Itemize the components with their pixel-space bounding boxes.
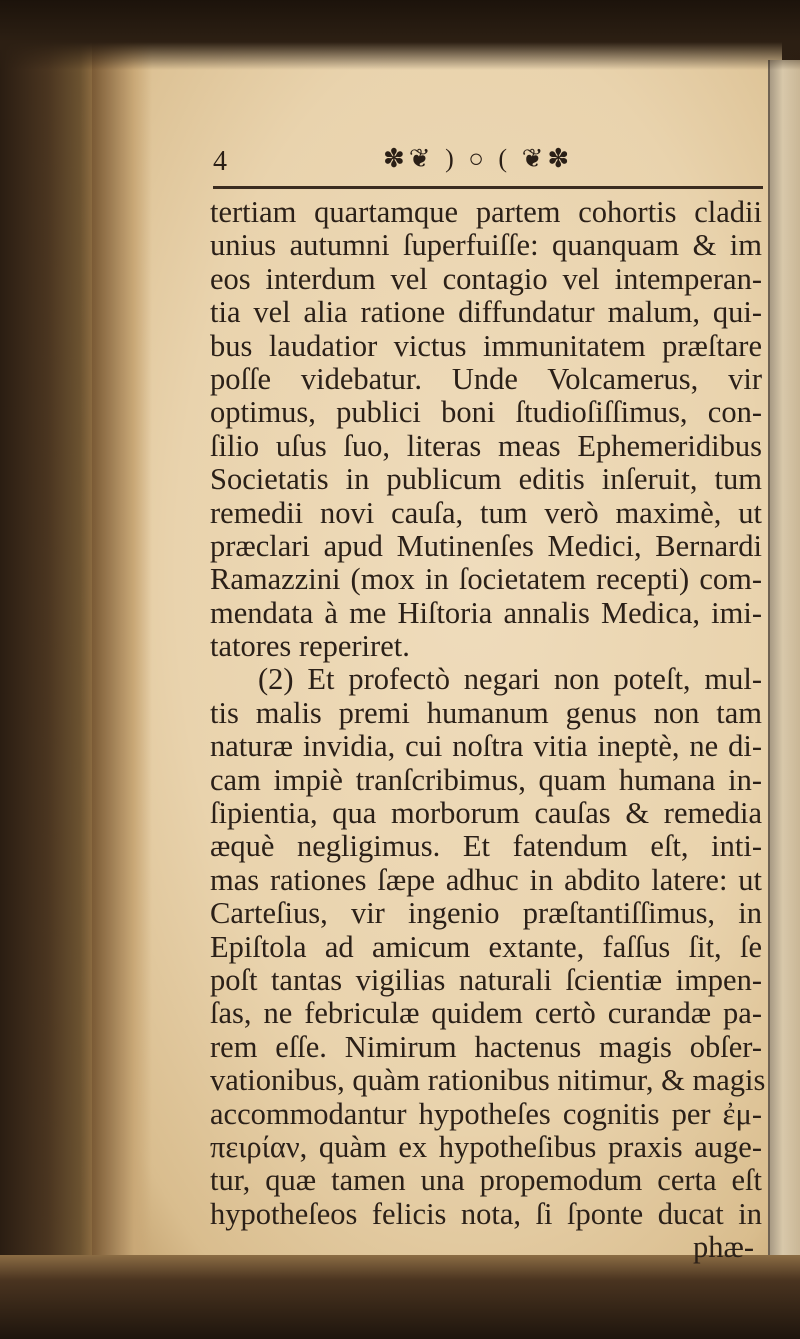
facing-page-edge xyxy=(768,60,800,1270)
text-line: naturæ invidia, cui noſtra vitia ineptè, ne di- xyxy=(210,729,762,764)
text-line: tatores reperiret. xyxy=(210,629,410,664)
text-line: bus laudatior victus immunitatem præſtare xyxy=(210,328,762,363)
text-line: unius autumni ſuperfuiſſe: quanquam & im xyxy=(210,228,762,263)
text-line: Carteſius, vir ingenio præſtantiſſimus, in xyxy=(210,896,762,931)
header-ornament: ✽❦ ) ○ ( ❦✽ xyxy=(383,144,574,173)
text-line: mas rationes ſæpe adhuc in abdito latere: ut xyxy=(210,862,762,897)
running-header xyxy=(213,140,763,180)
text-line: ſas, ne febriculæ quidem certò curandæ pa- xyxy=(210,996,762,1031)
text-line: accommodantur hypotheſes cognitis per ἐμ- xyxy=(210,1096,762,1131)
text-line: optimus, publici boni ſtudioſiſſimus, con- xyxy=(210,395,762,430)
body-text xyxy=(210,195,766,1265)
text-line: Ramazzini (mox in ſocietatem recepti) com- xyxy=(210,562,762,597)
text-line: tur, quæ tamen una propemodum certa eſt xyxy=(210,1163,762,1198)
text-line: eos interdum vel contagio vel intemperan- xyxy=(210,261,762,296)
text-line: vationibus, quàm rationibus nitimur, & magis xyxy=(210,1063,766,1098)
header-rule xyxy=(213,186,763,189)
catchword: phæ- xyxy=(693,1230,754,1265)
text-line: Societatis in publicum editis inſeruit, tum xyxy=(210,462,762,497)
text-line: hypotheſeos felicis nota, ſi ſponte ducat in xyxy=(210,1196,762,1231)
text-line: tertiam quartamque partem cohortis cladii xyxy=(210,195,762,229)
text-line: rem eſſe. Nimirum hactenus magis obſer- xyxy=(210,1029,762,1064)
text-line: poſt tantas vigilias naturali ſcientiæ impen- xyxy=(210,962,762,997)
text-line: æquè negligimus. Et fatendum eſt, inti- xyxy=(210,829,762,864)
text-line: Epiſtola ad amicum extante, faſſus ſit, ſe xyxy=(210,929,762,964)
text-line: (2) Et profectò negari non poteſt, mul- xyxy=(258,662,762,697)
text-line: remedii novi cauſa, tum verò maximè, ut xyxy=(210,495,762,530)
text-line: πειρίαν, quàm ex hypotheſibus praxis auge- xyxy=(210,1129,762,1164)
text-line: ſipientia, qua morborum cauſas & remedia xyxy=(210,796,762,831)
text-line: tis malis premi humanum genus non tam xyxy=(210,695,762,730)
scan-background-top xyxy=(0,0,800,70)
text-line: mendata à me Hiſtoria annalis Medica, imi- xyxy=(210,595,762,630)
text-line: præclari apud Mutinenſes Medici, Bernardi xyxy=(210,528,762,563)
text-line: cam impiè tranſcribimus, quam humana in- xyxy=(210,762,762,797)
scan-background-bottom xyxy=(0,1255,800,1339)
text-line: poſſe videbatur. Unde Volcamerus, vir xyxy=(210,361,762,396)
page-number: 4 xyxy=(213,146,227,177)
text-line: ſilio uſus ſuo, literas meas Ephemeridibus xyxy=(210,428,762,463)
text-line: tia vel alia ratione diffundatur malum, qui- xyxy=(210,295,762,330)
